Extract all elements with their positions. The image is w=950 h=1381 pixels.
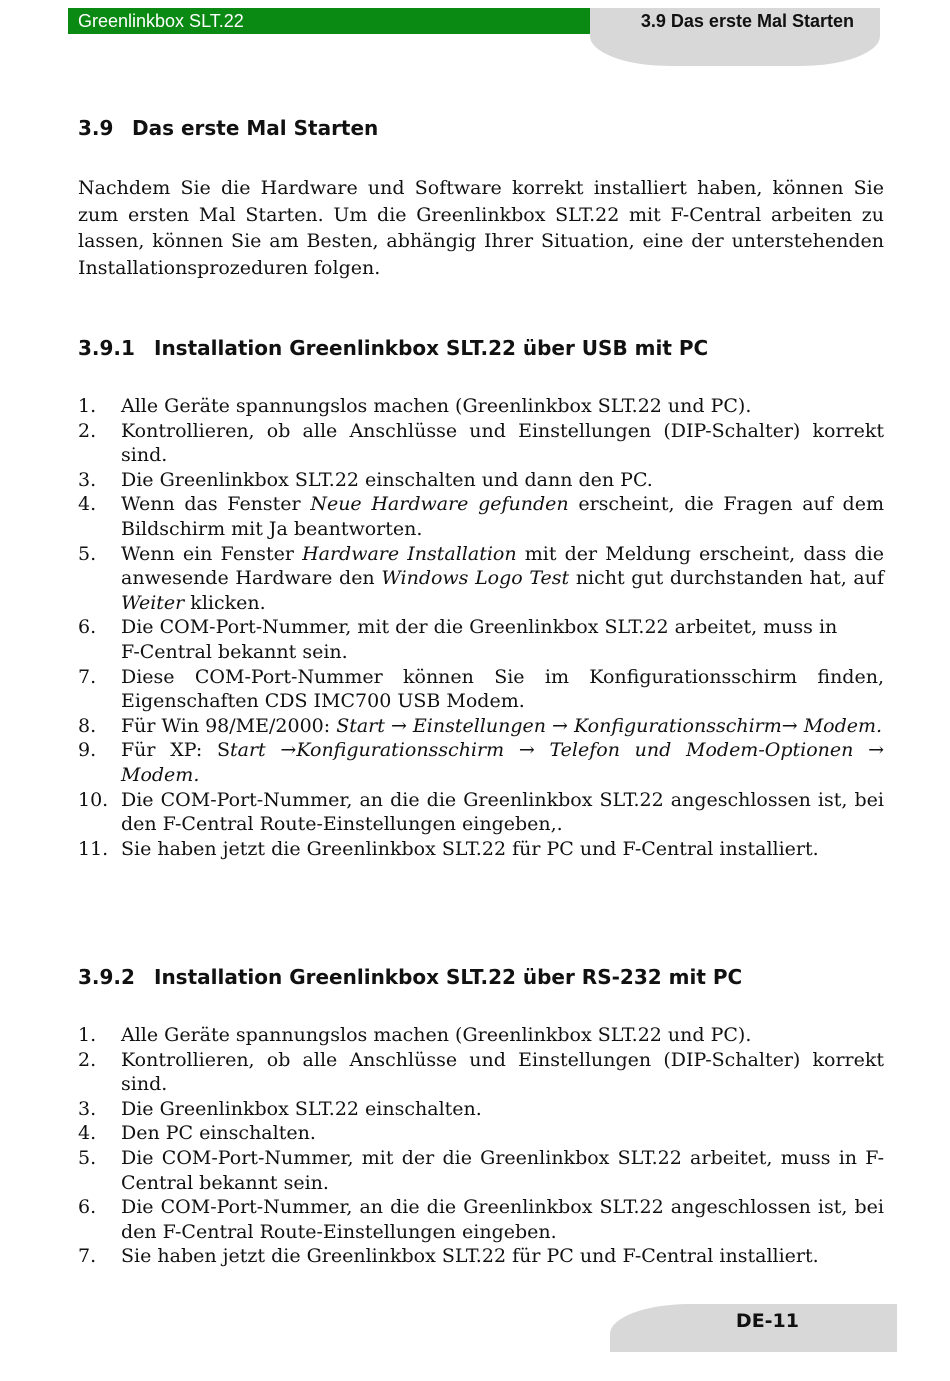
list-item: [78, 542, 884, 616]
list-item-text: Sie haben jetzt die Greenlinkbox SLT.22 für PC und F-Central installiert.: [121, 1245, 819, 1268]
subsection-1-steps: [78, 394, 884, 861]
list-item-text: klicken.: [184, 591, 266, 614]
list-item-text: Kontrollieren, ob alle Anschlüsse und Einstellungen (DIP-Schalter) korrekt sind.: [121, 1048, 884, 1096]
list-item-text: Sie haben jetzt die Greenlinkbox SLT.22 für PC und F-Central installiert.: [121, 837, 819, 860]
list-item: [78, 1195, 884, 1244]
list-item: [78, 1121, 884, 1146]
page-number: DE-11: [735, 1310, 799, 1332]
list-item: [78, 492, 884, 541]
list-item-text: Wenn ein Fenster: [121, 542, 303, 565]
list-item-number: 11.: [78, 837, 109, 860]
list-item-text: Die COM-Port-Nummer, an die die Greenlinkbox SLT.22 angeschlossen ist, bei den F-Central Route-Einstellungen eingeben.: [121, 1196, 884, 1243]
list-item-text: erscheint, die Fragen auf dem Bildschirm mit Ja beantworten.: [121, 493, 884, 540]
list-item-text: Wenn das Fenster: [121, 493, 311, 516]
subsection-2-steps: [78, 1023, 884, 1269]
list-item: [78, 419, 884, 468]
list-item: [78, 1244, 884, 1269]
emphasis-text: Windows Logo Test: [381, 567, 570, 590]
section-number: 3.9: [78, 116, 114, 140]
list-item-text: Alle Geräte spannungslos machen (Greenlinkbox SLT.22 und PC).: [121, 1024, 752, 1046]
subsection-2-heading: [78, 965, 742, 989]
list-item-text: mit der Meldung erscheint, dass die anwesende Hardware den: [121, 542, 884, 590]
list-item-number: 3.: [78, 1097, 97, 1120]
list-item: [78, 1097, 884, 1122]
list-item: [78, 788, 884, 837]
list-item: [78, 394, 884, 419]
list-item-number: 1.: [78, 1024, 97, 1046]
emphasis-text: Start → Einstellungen → Konfigurationsschirm→ Modem.: [336, 714, 883, 737]
header-section-label: 3.9 Das erste Mal Starten: [640, 11, 854, 31]
list-item-text: Die Greenlinkbox SLT.22 einschalten.: [121, 1097, 482, 1120]
list-item: [78, 738, 884, 787]
list-item-number: 7.: [78, 1245, 97, 1268]
list-item-text: F-Central bekannt sein.: [121, 640, 348, 663]
list-item-number: 2.: [78, 1048, 97, 1071]
intro-paragraph: Nachdem Sie die Hardware und Software korrekt installiert haben, können Sie zum ersten Mal Starten. Um die Greenlinkbox SLT.22 mit F-Central arbeiten zu lassen, können Sie am Besten, abhängig Ihrer Situation, eine der unterstehenden Installationsprozeduren folgen.: [78, 177, 884, 279]
header-section-tab: [590, 8, 880, 66]
list-item: [78, 615, 884, 664]
subsection-2-title: Installation Greenlinkbox SLT.22 über RS-232 mit PC: [154, 965, 743, 989]
list-item-text: Für XP: S: [121, 739, 230, 762]
list-item-number: 10.: [78, 788, 109, 811]
list-item-text: Die COM-Port-Nummer, an die die Greenlinkbox SLT.22 angeschlossen ist, bei den F-Central Route-Einstellungen eingeben,.: [121, 788, 884, 836]
list-item: [78, 1146, 884, 1195]
section-title: Das erste Mal Starten: [132, 116, 379, 140]
list-item-text: Die COM-Port-Nummer, mit der die Greenlinkbox SLT.22 arbeitet, muss in: [121, 616, 838, 639]
list-item-number: 4.: [78, 493, 97, 516]
emphasis-text: Weiter: [121, 591, 185, 614]
section-heading: [78, 116, 378, 140]
list-item-number: 6.: [78, 1196, 97, 1219]
list-item-number: 6.: [78, 616, 97, 639]
list-item-number: 5.: [78, 542, 97, 565]
emphasis-text: Hardware Installation: [302, 542, 517, 565]
list-item-text: Den PC einschalten.: [121, 1122, 316, 1145]
subsection-1-number: 3.9.1: [78, 336, 135, 360]
list-item-number: 9.: [78, 739, 97, 762]
list-item-number: 1.: [78, 395, 97, 417]
list-item-text: Die COM-Port-Nummer, mit der die Greenlinkbox SLT.22 arbeitet, muss in F-Central bekannt sein.: [121, 1146, 884, 1194]
list-item-text: Diese COM-Port-Nummer können Sie im Konfigurationsschirm finden, Eigenschaften CDS IMC700 USB Modem.: [121, 665, 884, 713]
subsection-1-heading: [78, 336, 708, 360]
list-item-text: Kontrollieren, ob alle Anschlüsse und Einstellungen (DIP-Schalter) korrekt sind.: [121, 419, 884, 467]
subsection-1-title: Installation Greenlinkbox SLT.22 über USB mit PC: [154, 336, 709, 360]
list-item-number: 8.: [78, 714, 97, 737]
list-item-text: Alle Geräte spannungslos machen (Greenlinkbox SLT.22 und PC).: [121, 395, 752, 417]
document-title: Greenlinkbox SLT.22: [78, 11, 244, 31]
list-item-number: 4.: [78, 1122, 97, 1145]
footer-tab: [610, 1304, 897, 1352]
subsection-2-number: 3.9.2: [78, 965, 135, 989]
list-item: [78, 468, 884, 493]
list-item-number: 3.: [78, 468, 97, 491]
emphasis-text: tart →Konfigurationsschirm → Telefon und Modem-Optionen → Modem.: [121, 739, 884, 786]
list-item-text: Die Greenlinkbox SLT.22 einschalten und dann den PC.: [121, 468, 653, 491]
list-item: [78, 714, 884, 739]
list-item: [78, 665, 884, 714]
list-item-number: 5.: [78, 1146, 97, 1169]
header-bar: [68, 8, 598, 34]
emphasis-text: Neue Hardware gefunden: [310, 493, 569, 516]
list-item: [78, 1048, 884, 1097]
list-item-number: 2.: [78, 419, 97, 442]
list-item-text: Für Win 98/ME/2000:: [121, 714, 337, 737]
list-item: [78, 1023, 884, 1048]
list-item-number: 7.: [78, 665, 97, 688]
list-item: [78, 837, 884, 862]
list-item-text: nicht gut durchstanden hat, auf: [569, 567, 884, 590]
